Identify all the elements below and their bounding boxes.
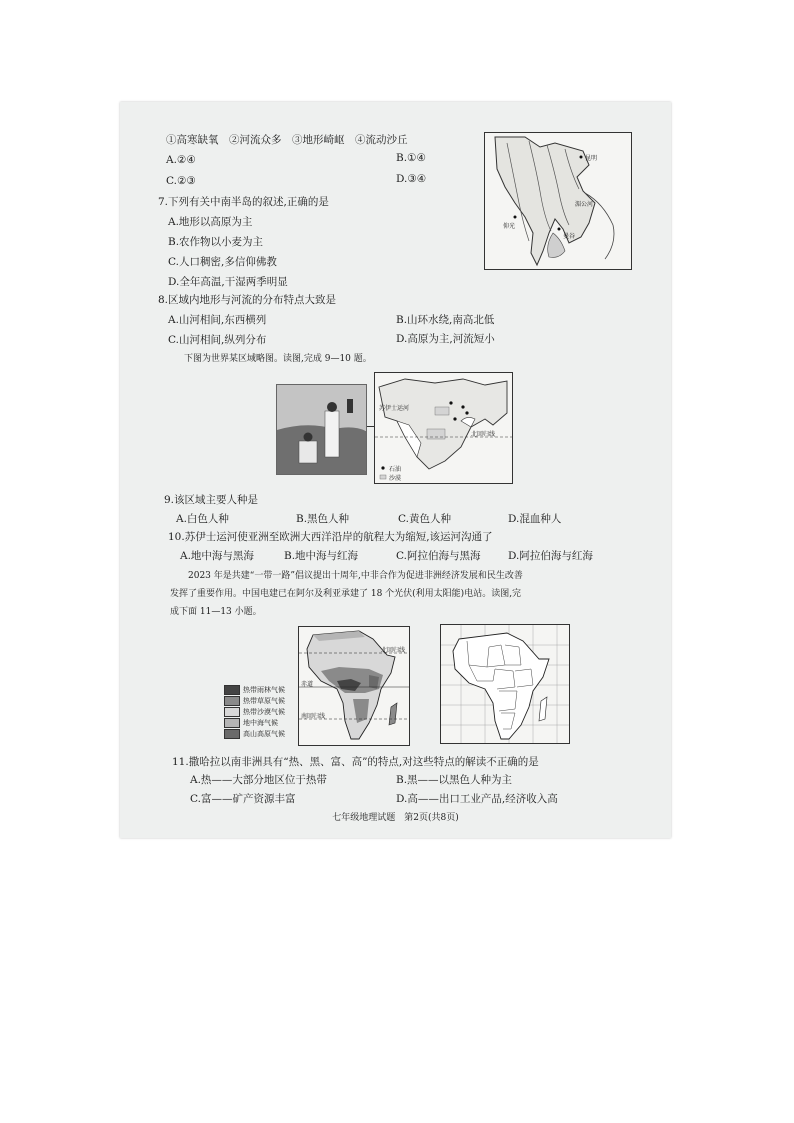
legend-swatch: [224, 696, 240, 706]
legend-item: [224, 684, 285, 695]
q7-stem: 7.下列有关中南半岛的叙述,正确的是: [158, 196, 329, 208]
q10-option-b: B.地中海与红海: [284, 550, 359, 562]
label-equator: 赤道: [301, 681, 314, 688]
q7-option-d: D.全年高温,干湿两季明显: [168, 276, 288, 288]
intro-9-10: 下图为世界某区域略图。读图,完成 9—10 题。: [184, 354, 372, 364]
q11-stem: 11.撒哈拉以南非洲具有“热、黑、富、高”的特点,对这些特点的解读不正确的是: [172, 756, 539, 768]
q9-option-d: D.混血种人: [508, 513, 562, 525]
q7-option-b: B.农作物以小麦为主: [168, 236, 264, 248]
label-kunming: 昆明: [585, 155, 598, 162]
label-yangon: 仰光: [503, 223, 516, 230]
q8-option-a: A.山河相间,东西横列: [168, 314, 267, 326]
africa-climate-map: [298, 626, 410, 746]
africa-political-map: [440, 624, 570, 744]
q6-option-a: A.②④: [166, 154, 196, 166]
indochina-map: [484, 132, 632, 270]
q6-option-c: C.②③: [166, 175, 196, 187]
legend-swatch: [224, 718, 240, 728]
q9-option-c: C.黄色人种: [398, 513, 451, 525]
indochina-map-drawing: [485, 133, 631, 269]
q7-option-a: A.地形以高原为主: [168, 216, 253, 228]
legend-item: [224, 728, 285, 739]
legend-swatch: [224, 707, 240, 717]
legend-item: [224, 717, 278, 728]
legend-swatch: [224, 685, 240, 695]
middle-east-map: [374, 372, 513, 484]
legend-item: [224, 706, 285, 717]
people-photo: [276, 384, 367, 475]
label-bangkok: 曼谷: [563, 233, 576, 240]
q8-stem: 8.区域内地形与河流的分布特点大致是: [158, 294, 337, 306]
q11-option-c: C.富——矿产资源丰富: [190, 793, 296, 805]
label-suez: 苏伊士运河: [379, 405, 410, 412]
legend-label: 热带雨林气候: [243, 685, 285, 694]
legend-label: 地中海气候: [243, 718, 278, 727]
legend-item: [224, 695, 285, 706]
africa-political-drawing: [441, 625, 569, 743]
africa-climate-legend: [224, 684, 302, 742]
q10-option-d: D.阿拉伯海与红海: [508, 550, 593, 562]
legend-label: 热带沙漠气候: [243, 707, 285, 716]
q8-option-d: D.高原为主,河流短小: [396, 333, 495, 345]
legend-label: 热带草原气候: [243, 696, 285, 705]
label-mekong: 湄公河: [575, 201, 594, 208]
q10-option-a: A.地中海与黑海: [180, 550, 254, 562]
legend-desert: 沙漠: [389, 475, 402, 482]
q10-option-c: C.阿拉伯海与黑海: [396, 550, 481, 562]
page-footer: 七年级地理试题 第2页(共8页): [332, 813, 459, 823]
q6-options-line: ①高寒缺氧 ②河流众多 ③地形崎岖 ④流动沙丘: [166, 134, 408, 146]
label-tropic-capricorn: 南回归线: [301, 713, 326, 720]
q9-option-a: A.白色人种: [176, 513, 229, 525]
q8-option-c: C.山河相间,纵列分布: [168, 334, 267, 346]
q9-stem: 9.该区域主要人种是: [164, 494, 259, 506]
photo-drawing: [277, 385, 366, 474]
label-tropic-cancer: 北回归线: [381, 647, 406, 654]
q7-option-c: C.人口稠密,多信仰佛教: [168, 256, 277, 268]
intro-11-13-line3: 成下面 11—13 小题。: [170, 607, 262, 617]
intro-11-13-line2: 发挥了重要作用。中国电建已在阿尔及利亚承建了 18 个光伏(利用太阳能)电站。读图,完: [170, 589, 522, 599]
q6-option-b: B.①④: [396, 152, 426, 164]
q11-option-d: D.高——出口工业产品,经济收入高: [396, 793, 558, 805]
q11-option-b: B.黑——以黑色人种为主: [396, 774, 513, 786]
q10-stem: 10.苏伊士运河使亚洲至欧洲大西洋沿岸的航程大为缩短,该运河沟通了: [168, 531, 493, 543]
label-tropic-north: 北回归线: [471, 431, 496, 438]
legend-swatch: [224, 729, 240, 739]
intro-11-13-line1: 2023 年是共建“一带一路”倡议提出十周年,中非合作为促进非洲经济发展和民生改善: [188, 571, 523, 581]
legend-oil: 石油: [389, 466, 402, 473]
legend-label: 高山高原气候: [243, 729, 285, 738]
q9-option-b: B.黑色人种: [296, 513, 350, 525]
q6-option-d: D.③④: [396, 173, 427, 185]
q11-option-a: A.热——大部分地区位于热带: [190, 774, 327, 786]
exam-page: [120, 102, 671, 838]
q8-option-b: B.山环水绕,南高北低: [396, 314, 495, 326]
